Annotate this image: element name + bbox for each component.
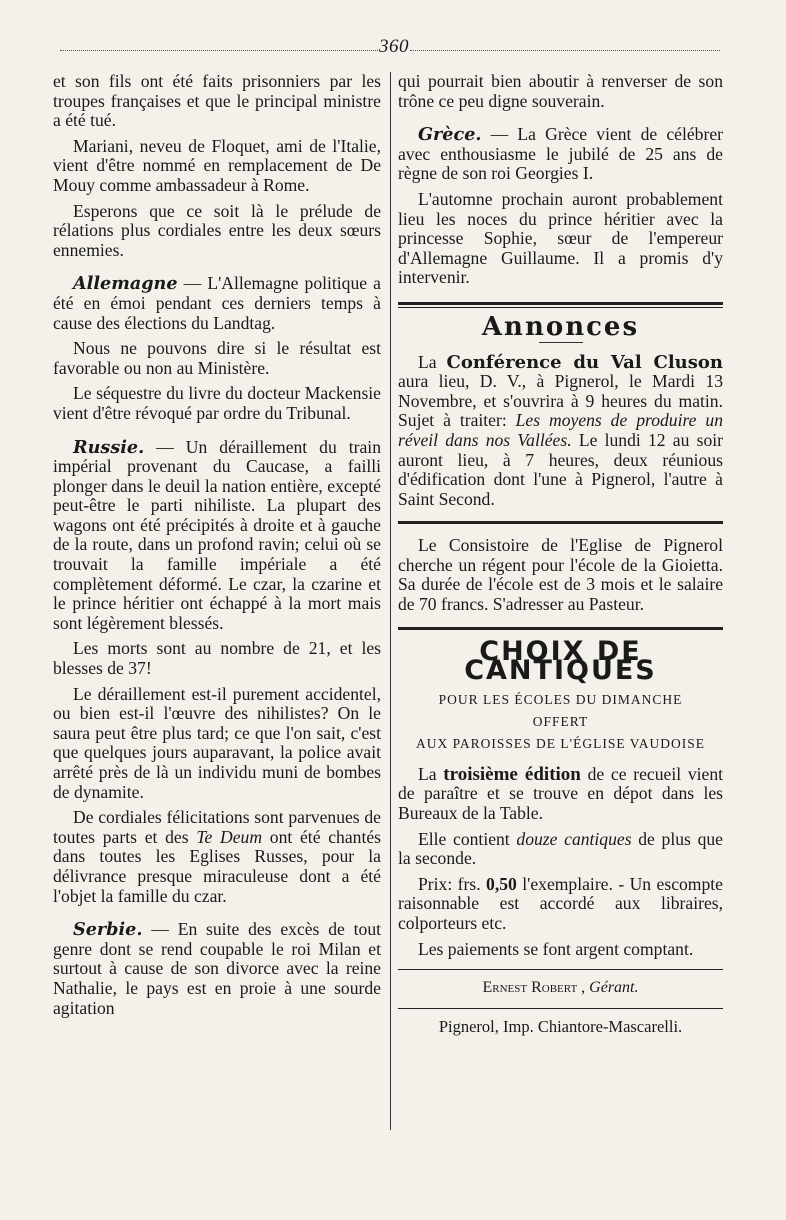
news-item-allemagne bbox=[53, 274, 381, 333]
article-paragraph: Mariani, neveu de Floquet, ami de l'Italie, vient d'être nommé en remplacement de De Mouy comme ambassadeur à Rome. bbox=[53, 135, 381, 195]
news-text: — L'Allemagne politique a été en émoi pendant ces derniers temps à cause des élections du Landtag. bbox=[53, 273, 381, 333]
country-heading: Serbie. bbox=[73, 919, 143, 941]
annonce-conference bbox=[398, 353, 723, 510]
column-divider bbox=[390, 72, 391, 1130]
gerant-line bbox=[398, 978, 723, 998]
article-paragraph: et son fils ont été faits prisonniers par les troupes françaises et que le principal ministre a été tué. bbox=[53, 71, 381, 131]
text-run: Le lundi 12 au soir auront lieu, à 7 heures, deux réunious d'édification dont l'une à Pignerol, l'autre à Saint Second. bbox=[398, 429, 723, 509]
article-paragraph: Le déraillement est-il purement accidentel, ou bien est-il l'œuvre des nihilistes? On le saura peut être plus tard; ce que l'on sait, c'est que quelques jours auparavant, la police avait arrêté près de là un individu muni de bombes de dynamite. bbox=[53, 683, 381, 802]
text-run: de plus que la seconde. bbox=[398, 828, 723, 869]
country-heading: Russie. bbox=[73, 436, 145, 458]
article-paragraph: qui pourrait bien aboutir à renverser de son trône ce peu digne souverain. bbox=[398, 71, 723, 111]
annonce-prix bbox=[398, 875, 723, 934]
country-heading: Grèce. bbox=[418, 124, 482, 146]
bold-text: troisième édition bbox=[443, 763, 581, 785]
text-run: Prix: frs. bbox=[418, 873, 487, 894]
section-rule bbox=[398, 969, 723, 970]
article-paragraph: Le séquestre du livre du docteur Mackensie vient d'être révoqué par ordre du Tribunal. bbox=[53, 383, 381, 423]
left-column bbox=[53, 72, 381, 1024]
news-text: — Un déraillement du train impérial provenant du Caucase, a failli plonger dans le deuil la nation entière, excepté peut-être le parti nihiliste. La plupart des wagons ont été précipités à droite et à gauche de la route, dans un profond ravin; celui où se trouvait la famille impériale a été complètement déformé. Le czar, la czarine et le prince héritier ont échappé à la mort mais sont légèrement blessés. bbox=[53, 436, 381, 633]
text-run: La bbox=[418, 763, 444, 784]
conference-name: Conférence du Val Cluson bbox=[446, 351, 723, 373]
text-run: Elle contient bbox=[418, 828, 517, 849]
article-paragraph: L'automne prochain auront probablement lieu les noces du prince héritier avec la princesse Sophie, sœur de l'empereur d'Allemagne Guillaume. Il a promis d'y intervenir. bbox=[398, 188, 723, 288]
header-dotted-rule-left bbox=[60, 50, 378, 51]
annonce-edition bbox=[398, 765, 723, 824]
text-run: , bbox=[577, 979, 590, 997]
article-paragraph bbox=[398, 830, 723, 869]
article-paragraph: Esperons que ce soit là le prélude de rélations plus cordiales entre les deux sœurs ennemies. bbox=[53, 200, 381, 260]
gerant-name: Ernest Robert bbox=[482, 979, 578, 997]
printer-line: Pignerol, Imp. Chiantore-Mascarelli. bbox=[438, 1016, 683, 1036]
news-item-russie bbox=[53, 438, 381, 634]
text-run: La bbox=[418, 351, 447, 372]
text-run: de ce recueil vient de paraître et se trouve en dépot dans les Bureaux de la Table. bbox=[398, 763, 724, 824]
news-item-grece bbox=[398, 125, 723, 184]
page-header bbox=[60, 36, 720, 60]
country-heading: Allemagne bbox=[73, 273, 178, 295]
text-run: ont été chantés dans toutes les Eglises Russes, pour la délivrance presque miraculeuse dont a été l'objet la famille du czar. bbox=[53, 826, 381, 906]
article-paragraph: Les paiements se font argent comptant. bbox=[418, 938, 694, 959]
cantiques-subtitle: OFFERT bbox=[532, 713, 589, 729]
price-value: 0,50 bbox=[486, 873, 517, 894]
page-number: 360 bbox=[379, 36, 409, 57]
cantiques-subtitle: POUR LES ÉCOLES DU DIMANCHE bbox=[438, 691, 683, 707]
cantiques-title: CHOIX DE CANTIQUES bbox=[464, 635, 657, 687]
annonces-heading: Annonces bbox=[481, 311, 640, 342]
italic-text: Les moyens de produire un réveil dans nos Vallées. bbox=[398, 410, 723, 450]
annonce-consistoire: Le Consistoire de l'Eglise de Pignerol cherche un régent pour l'école de la Gioietta. Sa durée de l'école est de 3 mois et le salaire de 70 francs. S'adresser au Pasteur. bbox=[398, 535, 723, 615]
text-run: aura lieu, D. V., à Pignerol, le Mardi 13 Novembre, et s'ouvrira à 9 heures du matin. Sujet à traiter: bbox=[398, 371, 723, 431]
italic-text: douze cantiques bbox=[516, 828, 632, 849]
right-column bbox=[398, 72, 723, 1036]
section-rule bbox=[398, 302, 723, 308]
article-paragraph: Les morts sont au nombre de 21, et les blesses de 37! bbox=[53, 638, 381, 679]
section-rule bbox=[398, 521, 723, 524]
news-item-serbie bbox=[53, 920, 381, 1018]
news-text: — La Grèce vient de célébrer avec enthousiasme le jubilé de 25 ans de règne de son roi Georgies I. bbox=[398, 124, 723, 184]
article-paragraph: Nous ne pouvons dire si le résultat est favorable ou non au Ministère. bbox=[53, 338, 381, 378]
text-run: l'exemplaire. - Un escompte raisonnable est accordé aux libraires, colporteurs etc. bbox=[398, 873, 723, 933]
article-paragraph bbox=[53, 808, 381, 906]
header-dotted-rule-right bbox=[410, 50, 720, 51]
gerant-title: Gérant. bbox=[589, 979, 639, 997]
cantiques-subtitle: AUX PAROISSES DE L'ÉGLISE VAUDOISE bbox=[416, 735, 705, 751]
italic-text: Te Deum bbox=[196, 826, 263, 847]
news-text: — En suite des excès de tout genre dont se rend coupable le roi Milan et surtout à cause de son divorce avec la reine Nathalie, le pays est en proie à une sourde agitation bbox=[53, 919, 381, 1018]
text-run: De cordiales félicitations sont parvenues de toutes parts et des bbox=[53, 807, 381, 847]
section-rule bbox=[398, 627, 723, 630]
section-rule bbox=[398, 1008, 723, 1009]
